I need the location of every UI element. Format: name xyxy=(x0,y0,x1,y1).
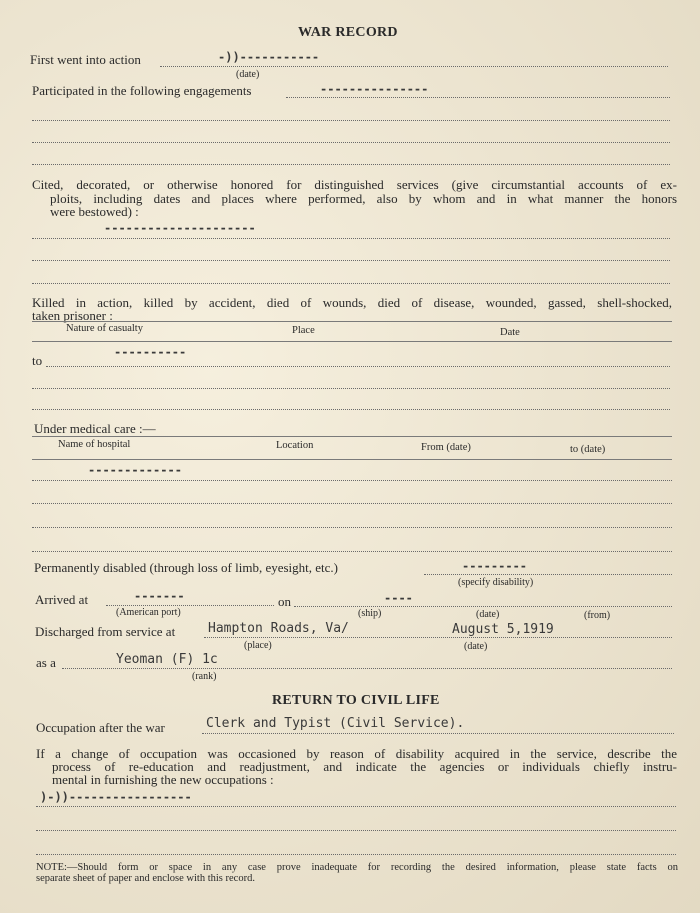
engagements-line xyxy=(286,97,670,98)
first-action-value[interactable]: -))----------- xyxy=(218,50,320,64)
casualty-line-3 xyxy=(32,409,670,410)
cited-text-3: were bestowed) : xyxy=(50,204,139,219)
casualty-line-2 xyxy=(32,388,670,389)
cited-line-3 xyxy=(32,283,670,284)
occupation-value[interactable]: Clerk and Typist (Civil Service). xyxy=(206,716,465,731)
arrived-label: Arrived at xyxy=(35,592,89,607)
war-record-title: WAR RECORD xyxy=(298,25,398,40)
casualty-col-nature: Nature of casualty xyxy=(66,323,143,334)
cited-value[interactable]: --------------------- xyxy=(104,221,256,235)
casualty-value[interactable]: ---------- xyxy=(114,345,187,359)
change-line-2 xyxy=(36,830,676,831)
medical-header-rule xyxy=(32,436,672,437)
arrived-port-value[interactable]: ------- xyxy=(134,589,185,603)
casualty-col-date: Date xyxy=(500,327,520,338)
note-text-2: separate sheet of paper and enclose with this record. xyxy=(36,873,255,884)
casualty-text-1: Killed in action, killed by accident, died of wounds, died of disease, wounded, gassed, shell-shocked, xyxy=(32,295,672,310)
occupation-line xyxy=(202,733,674,734)
medical-header-rule-2 xyxy=(32,459,672,460)
discharged-place-value[interactable]: Hampton Roads, Va/ xyxy=(208,621,349,636)
discharged-sub-place: (place) xyxy=(244,640,272,651)
engagements-label: Participated in the following engagements xyxy=(32,83,252,98)
cited-text-1: Cited, decorated, or otherwise honored for distinguished services (give circumstantial accounts of ex- xyxy=(32,177,677,192)
engagements-line-4 xyxy=(32,164,670,165)
arrived-port-line xyxy=(106,605,274,606)
engagements-value[interactable]: --------------- xyxy=(320,82,429,96)
engagements-line-3 xyxy=(32,142,670,143)
change-line-1 xyxy=(36,806,676,807)
medical-col-location: Location xyxy=(276,440,314,451)
disabled-value[interactable]: --------- xyxy=(462,559,528,573)
rank-sub: (rank) xyxy=(192,671,217,682)
medical-value[interactable]: ------------- xyxy=(88,463,182,477)
discharged-date-value[interactable]: August 5,1919 xyxy=(452,622,554,637)
change-value[interactable]: )-))----------------- xyxy=(40,790,192,804)
casualty-header-rule xyxy=(32,321,672,322)
disabled-line xyxy=(424,574,672,575)
rank-value[interactable]: Yeoman (F) 1c xyxy=(116,652,218,667)
medical-col-hospital: Name of hospital xyxy=(58,439,131,450)
occupation-label: Occupation after the war xyxy=(36,720,165,735)
arrived-ship-line xyxy=(294,606,672,607)
medical-col-from: From (date) xyxy=(421,442,471,453)
change-text-2: process of re-education and readjustment, and indicate the agencies or individuals chiefly instru- xyxy=(52,759,677,774)
cited-text-2: ploits, including dates and places where performed, also by whom and in what manner the honors xyxy=(50,191,677,206)
civil-life-title: RETURN TO CIVIL LIFE xyxy=(272,693,440,708)
change-line-3 xyxy=(36,854,676,855)
medical-line-3 xyxy=(32,527,672,528)
change-text-1: If a change of occupation was occasioned by reason of disability acquired in the service, describe the xyxy=(36,746,677,761)
cited-line-1 xyxy=(32,238,670,239)
arrived-sub-ship: (ship) xyxy=(358,608,382,619)
casualty-header-rule-2 xyxy=(32,341,672,342)
first-action-label: First went into action xyxy=(30,52,141,67)
note-text-1: NOTE:—Should form or space in any case prove inadequate for recording the desired information, please state facts on xyxy=(36,862,678,873)
discharged-label: Discharged from service at xyxy=(35,624,176,639)
rank-line xyxy=(62,668,672,669)
casualty-line-1 xyxy=(46,366,670,367)
medical-line-1 xyxy=(32,480,672,481)
discharged-sub-date: (date) xyxy=(464,641,488,652)
engagements-line-2 xyxy=(32,120,670,121)
casualty-to-label: to xyxy=(32,353,43,368)
arrived-sub-port: (American port) xyxy=(116,607,181,618)
arrived-sub-from: (from) xyxy=(584,610,611,621)
medical-line-4 xyxy=(32,551,672,552)
casualty-col-place: Place xyxy=(292,325,315,336)
medical-line-2 xyxy=(32,503,672,504)
discharged-line xyxy=(204,637,672,638)
first-action-sub: (date) xyxy=(236,69,260,80)
cited-line-2 xyxy=(32,260,670,261)
arrived-ship-value[interactable]: ---- xyxy=(384,591,413,605)
disabled-label: Permanently disabled (through loss of limb, eyesight, etc.) xyxy=(34,560,338,575)
casualty-text-2: taken prisoner : xyxy=(32,308,113,323)
change-text-3: mental in furnishing the new occupations : xyxy=(52,772,274,787)
rank-label: as a xyxy=(36,655,56,670)
medical-col-to: to (date) xyxy=(570,444,606,455)
arrived-on-label: on xyxy=(278,594,291,609)
arrived-sub-date: (date) xyxy=(476,609,500,620)
first-action-line xyxy=(160,66,668,67)
disabled-sub: (specify disability) xyxy=(458,577,534,588)
medical-label: Under medical care :— xyxy=(34,421,156,436)
